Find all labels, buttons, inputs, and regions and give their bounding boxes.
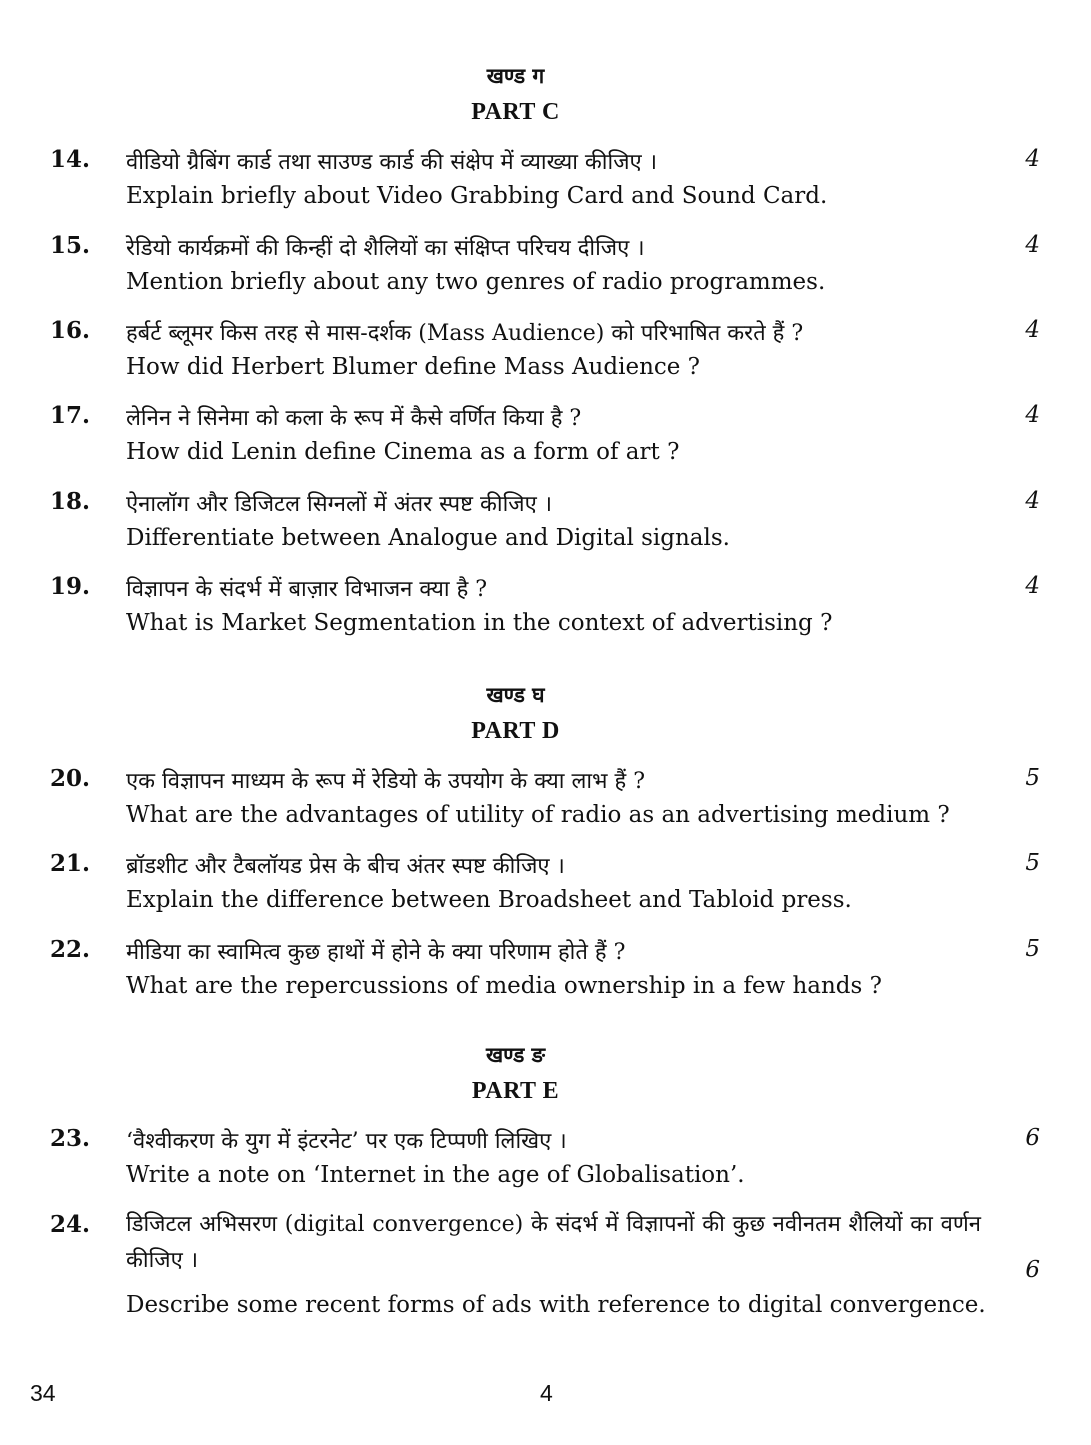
question-marks: 4 [1025,488,1040,514]
question-number: 24. [50,1211,91,1238]
question-text-english: How did Herbert Blumer define Mass Audience ? [126,354,701,380]
question-number: 22. [50,936,91,963]
question-text-hindi: विज्ञापन के संदर्भ में बाज़ार विभाजन क्या है ? [126,577,488,602]
question-number: 16. [50,317,91,344]
question-text-english: What are the repercussions of media ownership in a few hands ? [126,973,882,999]
question-marks: 4 [1025,232,1040,258]
question-text-hindi: डिजिटल अभिसरण (digital convergence) के संदर्भ में विज्ञापनों की कुछ नवीनतम शैलियों का वर्णन कीजिए । [126,1212,981,1273]
section-heading-hindi: खण्ड घ [486,682,545,707]
question-number: 18. [50,488,91,515]
section-heading: PART D [471,718,560,744]
question-text-english: How did Lenin define Cinema as a form of art ? [126,439,680,465]
question-marks: 4 [1025,573,1040,599]
page-number: 4 [540,1380,553,1406]
question-18 [0,488,1091,568]
section-heading: PART C [471,99,560,125]
question-23 [0,1125,1091,1205]
question-21 [0,850,1091,930]
question-number: 23. [50,1125,91,1152]
question-marks: 5 [1025,850,1040,876]
question-marks: 6 [1025,1257,1040,1283]
question-marks: 5 [1025,765,1040,791]
question-text-english: Write a note on ‘Internet in the age of Globalisation’. [126,1162,745,1188]
question-marks: 4 [1025,317,1040,343]
question-text-english: Explain the difference between Broadsheet and Tabloid press. [126,887,852,913]
question-text-english: What is Market Segmentation in the context of advertising ? [126,610,833,636]
section-heading-hindi: खण्ड ग [486,63,545,88]
question-number: 14. [50,146,91,173]
question-text-hindi: लेनिन ने सिनेमा को कला के रूप में कैसे वर्णित किया है ? [126,406,582,431]
question-19 [0,573,1091,653]
question-text-english: Mention briefly about any two genres of radio programmes. [126,269,826,295]
question-number: 15. [50,232,91,259]
question-20 [0,765,1091,845]
question-marks: 5 [1025,936,1040,962]
question-text-hindi: ‘वैश्वीकरण के युग में इंटरनेट’ पर एक टिप्पणी लिखिए । [126,1129,567,1154]
section-heading: PART E [471,1078,560,1104]
question-marks: 4 [1025,146,1040,172]
question-17 [0,402,1091,482]
question-number: 20. [50,765,91,792]
question-text-hindi: हर्बर्ट ब्लूमर किस तरह से मास-दर्शक (Mass Audience) को परिभाषित करते हैं ? [126,321,804,346]
question-marks: 6 [1025,1125,1040,1151]
question-number: 17. [50,402,91,429]
question-text-english: Differentiate between Analogue and Digital signals. [126,525,730,551]
section-heading-hindi: खण्ड ङ [485,1042,546,1067]
question-24 [0,1211,1091,1331]
question-text-hindi: ऐनालॉग और डिजिटल सिग्नलों में अंतर स्पष्ट कीजिए । [126,492,553,517]
question-text-english: Describe some recent forms of ads with reference to digital convergence. [126,1292,986,1318]
paper-code: 34 [30,1380,56,1406]
question-text-english: What are the advantages of utility of radio as an advertising medium ? [126,802,950,828]
question-text-hindi: ब्रॉडशीट और टैबलॉयड प्रेस के बीच अंतर स्पष्ट कीजिए । [126,854,565,879]
question-15 [0,232,1091,312]
question-number: 19. [50,573,91,600]
question-text-english: Explain briefly about Video Grabbing Card and Sound Card. [126,183,828,209]
question-16 [0,317,1091,397]
question-14 [0,146,1091,226]
question-text-hindi: रेडियो कार्यक्रमों की किन्हीं दो शैलियों का संक्षिप्त परिचय दीजिए । [126,236,645,261]
question-text-hindi: वीडियो ग्रैबिंग कार्ड तथा साउण्ड कार्ड की संक्षेप में व्याख्या कीजिए । [126,150,658,175]
question-text-hindi: एक विज्ञापन माध्यम के रूप में रेडियो के उपयोग के क्या लाभ हैं ? [126,769,645,794]
question-marks: 4 [1025,402,1040,428]
question-text-hindi: मीडिया का स्वामित्व कुछ हाथों में होने के क्या परिणाम होते हैं ? [126,940,626,965]
question-number: 21. [50,850,91,877]
question-22 [0,936,1091,1016]
